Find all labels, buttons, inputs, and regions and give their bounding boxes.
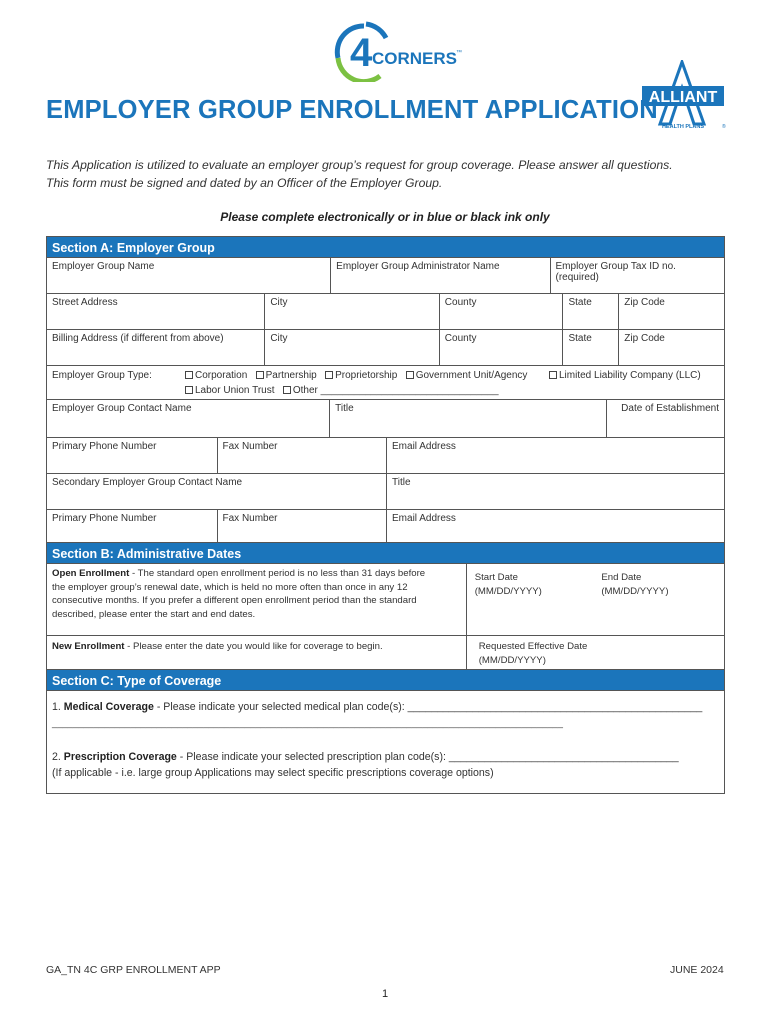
section-a-header: Section A: Employer Group	[47, 237, 724, 257]
fax-field[interactable]: Fax Number	[217, 438, 387, 473]
open-text-3: consecutive months. If you prefer a different open enrollment period than the standard	[52, 595, 417, 606]
email-2-field[interactable]: Email Address	[386, 510, 724, 543]
primary-phone-field[interactable]: Primary Phone Number	[52, 441, 157, 452]
corporation-checkbox[interactable]	[185, 371, 193, 379]
county-field[interactable]: County	[439, 294, 563, 329]
fax-2-field[interactable]: Fax Number	[217, 510, 387, 543]
open-text-2: the employer group’s renewal date, which is held no more often than once in any 12	[52, 581, 408, 593]
billing-state-field[interactable]: State	[562, 330, 618, 365]
coverage-body	[47, 690, 724, 794]
section-b	[46, 542, 725, 670]
zip-field[interactable]: Zip Code	[618, 294, 724, 329]
row-billing	[47, 329, 724, 365]
requested-date-format: (MM/DD/YYYY)	[478, 654, 546, 666]
intro-line-1: This Application is utilized to evaluate an employer group’s request for group coverage. Please answer all questions.	[46, 158, 673, 172]
logo-tm: ™	[456, 50, 462, 56]
page-number: 1	[381, 988, 389, 1000]
ink-instruction: Please complete electronically or in blue or black ink only	[220, 210, 550, 224]
row-new-enrollment	[47, 635, 724, 669]
street-address-field[interactable]: Street Address	[52, 297, 118, 308]
logo-word: CORNERS	[372, 49, 458, 68]
billing-zip-field[interactable]: Zip Code	[618, 330, 724, 365]
medical-coverage-title: Medical Coverage	[63, 701, 154, 713]
section-b-header: Section B: Administrative Dates	[47, 543, 724, 563]
logo-digit: 4	[350, 31, 373, 75]
intro-line-2: This form must be signed and dated by an Officer of the Employer Group.	[46, 176, 443, 190]
intro-text	[46, 156, 736, 192]
medical-coverage-text: - Please indicate your selected medical plan code(s): __________________________________________________	[153, 701, 703, 713]
establishment-date-field[interactable]: Date of Establishment	[606, 400, 724, 437]
other-label[interactable]: Other ________________________________	[292, 385, 499, 396]
4corners-logo	[320, 18, 470, 82]
group-type-label: Employer Group Type:	[52, 370, 152, 381]
section-c	[46, 669, 725, 794]
government-checkbox[interactable]	[406, 371, 414, 379]
other-checkbox[interactable]	[283, 386, 291, 394]
start-date-field[interactable]	[466, 564, 594, 635]
row-secondary-contact	[47, 473, 724, 509]
group-name-field[interactable]: Employer Group Name	[52, 261, 155, 272]
prescription-note: (If applicable - i.e. large group Applications may select specific prescriptions coverage options)	[52, 767, 494, 779]
prescription-coverage-text: - Please indicate your selected prescription plan code(s): _______________________________________	[176, 751, 679, 763]
secondary-title-field[interactable]: Title	[386, 474, 724, 509]
rx-num: 2.	[52, 751, 64, 763]
contact-title-field[interactable]: Title	[329, 400, 606, 437]
form-date: JUNE 2024	[670, 964, 724, 976]
medical-num: 1.	[52, 701, 64, 713]
prescription-coverage-title: Prescription Coverage	[63, 751, 177, 763]
primary-phone-2-field[interactable]: Primary Phone Number	[52, 513, 157, 524]
page-title: EMPLOYER GROUP ENROLLMENT APPLICATION	[46, 96, 658, 124]
tax-id-field[interactable]: Employer Group Tax ID no. (required)	[550, 258, 725, 293]
open-text-4: described, please enter the start and end dates.	[52, 608, 256, 620]
city-field[interactable]: City	[264, 294, 438, 329]
end-date-format: (MM/DD/YYYY)	[601, 585, 669, 597]
alliant-reg: ®	[722, 124, 726, 130]
row-group-type	[47, 365, 724, 399]
admin-name-field[interactable]: Employer Group Administrator Name	[330, 258, 549, 293]
end-date-label: End Date	[601, 572, 642, 583]
row-open-enrollment	[47, 563, 724, 635]
open-enrollment-text	[47, 564, 466, 635]
billing-city-field[interactable]: City	[264, 330, 438, 365]
row-contact	[47, 399, 724, 437]
requested-date-label: Requested Effective Date	[478, 641, 588, 652]
secondary-contact-field[interactable]: Secondary Employer Group Contact Name	[52, 477, 243, 488]
contact-name-field[interactable]: Employer Group Contact Name	[52, 403, 192, 414]
requested-date-field[interactable]	[466, 636, 724, 669]
new-enrollment-desc: - Please enter the date you would like for coverage to begin.	[124, 641, 383, 652]
start-date-label: Start Date	[474, 572, 518, 583]
billing-address-field[interactable]: Billing Address (if different from above)	[52, 333, 224, 344]
new-enrollment-text	[47, 636, 466, 669]
end-date-field[interactable]	[593, 564, 724, 635]
prescription-coverage-line[interactable]	[52, 751, 679, 763]
llc-label: Limited Liability Company (LLC)	[559, 370, 701, 381]
state-field[interactable]: State	[562, 294, 618, 329]
billing-county-field[interactable]: County	[439, 330, 563, 365]
open-text-1: - The standard open enrollment period is no less than 31 days before	[129, 568, 426, 579]
row-street	[47, 293, 724, 329]
medical-coverage-line[interactable]	[52, 701, 702, 713]
row-phone-2	[47, 509, 724, 543]
corporation-label: Corporation	[195, 370, 248, 381]
medical-coverage-line-2[interactable]: __________________________________________________________________________________________________	[52, 717, 563, 728]
row-group-name	[47, 257, 724, 293]
llc-checkbox[interactable]	[549, 371, 557, 379]
start-date-format: (MM/DD/YYYY)	[474, 585, 542, 597]
row-phone	[47, 437, 724, 473]
section-a	[46, 236, 725, 544]
open-enrollment-title: Open Enrollment	[52, 568, 130, 579]
labor-union-label: Labor Union Trust	[195, 385, 275, 396]
alliant-word: ALLIANT	[648, 89, 718, 106]
proprietorship-label: Proprietorship	[335, 370, 398, 381]
group-type-options	[47, 366, 724, 399]
partnership-label: Partnership	[265, 370, 317, 381]
proprietorship-checkbox[interactable]	[325, 371, 333, 379]
alliant-sub: HEALTH PLANS	[661, 124, 705, 130]
partnership-checkbox[interactable]	[256, 371, 264, 379]
new-enrollment-title: New Enrollment	[52, 641, 125, 652]
section-c-header: Section C: Type of Coverage	[47, 670, 724, 690]
form-code: GA_TN 4C GRP ENROLLMENT APP	[46, 964, 221, 976]
labor-union-checkbox[interactable]	[185, 386, 193, 394]
email-field[interactable]: Email Address	[386, 438, 724, 473]
government-label: Government Unit/Agency	[415, 370, 528, 381]
